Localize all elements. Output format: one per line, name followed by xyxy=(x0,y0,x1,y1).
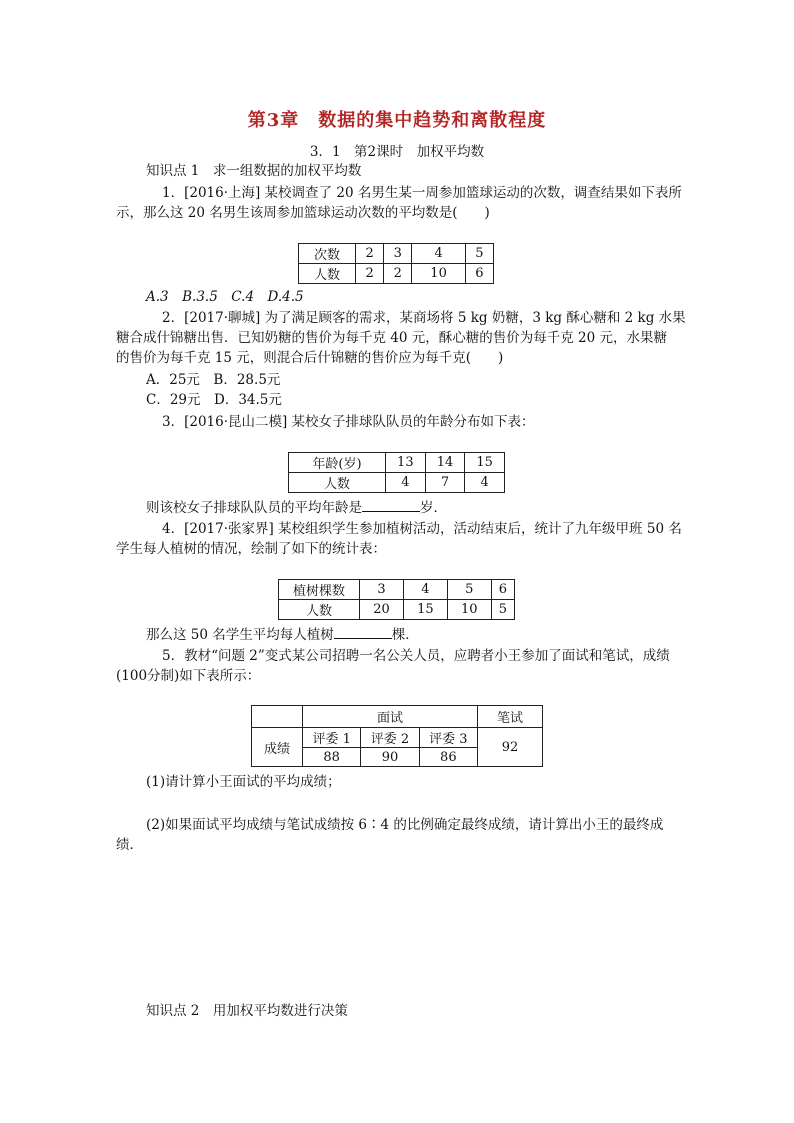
table-cell: 15 xyxy=(403,600,447,620)
q3-table xyxy=(288,452,505,493)
answer-blank[interactable] xyxy=(334,624,392,639)
q3-text-line1: 3．[2016·昆山二模] 某校女子排球队队员的年龄分布如下表： xyxy=(162,414,535,430)
q1-text-line1: 1．[2016·上海] 某校调查了 20 名男生某一周参加篮球运动的次数，调查结果如下表所 xyxy=(162,185,682,201)
table-row xyxy=(252,706,543,728)
table-cell: 4 xyxy=(403,580,447,600)
table-cell: 评委 1 xyxy=(303,728,361,748)
table-cell-empty xyxy=(252,706,303,728)
table-row xyxy=(289,473,505,493)
q2-options-row1: A．25元 B．28.5元 xyxy=(146,372,281,388)
table-cell: 14 xyxy=(425,453,465,473)
table-row xyxy=(279,600,515,620)
table-cell: 6 xyxy=(465,264,493,284)
table-cell: 4 xyxy=(386,473,426,493)
table-row xyxy=(289,453,505,473)
table-cell: 88 xyxy=(303,748,361,767)
table-cell: 评委 2 xyxy=(361,728,419,748)
q2-text-line3: 的售价为每千克 15 元，则混合后什锦糖的售价应为每千克( ) xyxy=(116,350,504,366)
q5-text-line1: 5．教材“问题 2”变式某公司招聘一名公关人员，应聘者小王参加了面试和笔试，成绩 xyxy=(162,648,670,664)
table-cell: 人数 xyxy=(299,264,356,284)
q4-table xyxy=(278,579,515,620)
table-cell: 5 xyxy=(447,580,491,600)
table-cell: 3 xyxy=(360,580,404,600)
q1-table xyxy=(298,243,494,284)
table-cell: 7 xyxy=(425,473,465,493)
q5-text-line2: (100分制)如下表所示： xyxy=(116,668,261,684)
table-row xyxy=(252,728,543,748)
table-cell: 4 xyxy=(412,244,465,264)
knowledge-point-1: 知识点 1 求一组数据的加权平均数 xyxy=(146,163,362,179)
q1-options: A.3 B.3.5 C.4 D.4.5 xyxy=(146,289,304,305)
table-cell: 10 xyxy=(412,264,465,284)
q3-answer-suffix: 岁． xyxy=(420,500,447,516)
q3-answer-prefix: 则该校女子排球队队员的平均年龄是 xyxy=(146,500,362,516)
q4-answer-prefix: 那么这 50 名学生平均每人植树 xyxy=(146,627,334,643)
q4-text-line2: 学生每人植树的情况，绘制了如下的统计表： xyxy=(116,541,386,557)
table-cell: 4 xyxy=(465,473,505,493)
table-row xyxy=(299,244,494,264)
q5-sub2-line2: 绩． xyxy=(116,837,143,853)
chapter-title: 第3章 数据的集中趋势和离散程度 xyxy=(247,110,547,131)
table-cell: 面试 xyxy=(303,706,478,728)
table-cell: 年龄(岁) xyxy=(289,453,386,473)
table-cell: 5 xyxy=(491,600,514,620)
table-cell: 10 xyxy=(447,600,491,620)
q3-answer-line xyxy=(146,497,447,518)
table-cell: 评委 3 xyxy=(419,728,477,748)
q2-options-row2: C．29元 D．34.5元 xyxy=(146,392,282,408)
q4-answer-suffix: 棵． xyxy=(391,627,419,643)
table-cell: 86 xyxy=(419,748,477,767)
knowledge-point-2: 知识点 2 用加权平均数进行决策 xyxy=(146,1003,348,1019)
table-cell: 人数 xyxy=(279,600,360,620)
table-row xyxy=(279,580,515,600)
table-cell: 15 xyxy=(465,453,505,473)
table-cell: 人数 xyxy=(289,473,386,493)
table-cell: 次数 xyxy=(299,244,356,264)
lesson-subtitle: 3．1 第2课时 加权平均数 xyxy=(309,144,485,160)
table-cell: 植树棵数 xyxy=(279,580,360,600)
table-cell: 92 xyxy=(478,728,543,767)
table-cell: 90 xyxy=(361,748,419,767)
table-cell: 2 xyxy=(384,264,412,284)
q2-text-line2: 糖合成什锦糖出售．已知奶糖的售价为每千克 40 元，酥心糖的售价为每千克 20 元，水果糖 xyxy=(116,330,668,346)
answer-blank[interactable] xyxy=(362,497,420,512)
table-cell: 6 xyxy=(491,580,514,600)
q4-text-line1: 4．[2017·张家界] 某校组织学生参加植树活动，活动结束后，统计了九年级甲班 50 名 xyxy=(162,521,682,537)
q4-answer-line xyxy=(146,624,419,645)
table-cell: 2 xyxy=(356,264,384,284)
table-cell: 3 xyxy=(384,244,412,264)
q1-text-line2: 示，那么这 20 名男生该周参加篮球运动次数的平均数是( ) xyxy=(116,205,490,221)
table-row xyxy=(299,264,494,284)
q5-table xyxy=(251,705,543,767)
table-cell: 5 xyxy=(465,244,493,264)
table-cell: 成绩 xyxy=(252,728,303,767)
q2-text-line1: 2．[2017·聊城] 为了满足顾客的需求，某商场将 5 kg 奶糖，3 kg 酥心糖和 2 kg 水果 xyxy=(162,310,686,326)
table-cell: 13 xyxy=(386,453,426,473)
table-cell: 2 xyxy=(356,244,384,264)
table-cell: 20 xyxy=(360,600,404,620)
table-cell: 笔试 xyxy=(478,706,543,728)
q5-sub2-line1: (2)如果面试平均成绩与笔试成绩按 6∶4 的比例确定最终成绩，请计算出小王的最终成 xyxy=(146,817,664,833)
q5-sub1: (1)请计算小王面试的平均成绩； xyxy=(146,774,341,790)
